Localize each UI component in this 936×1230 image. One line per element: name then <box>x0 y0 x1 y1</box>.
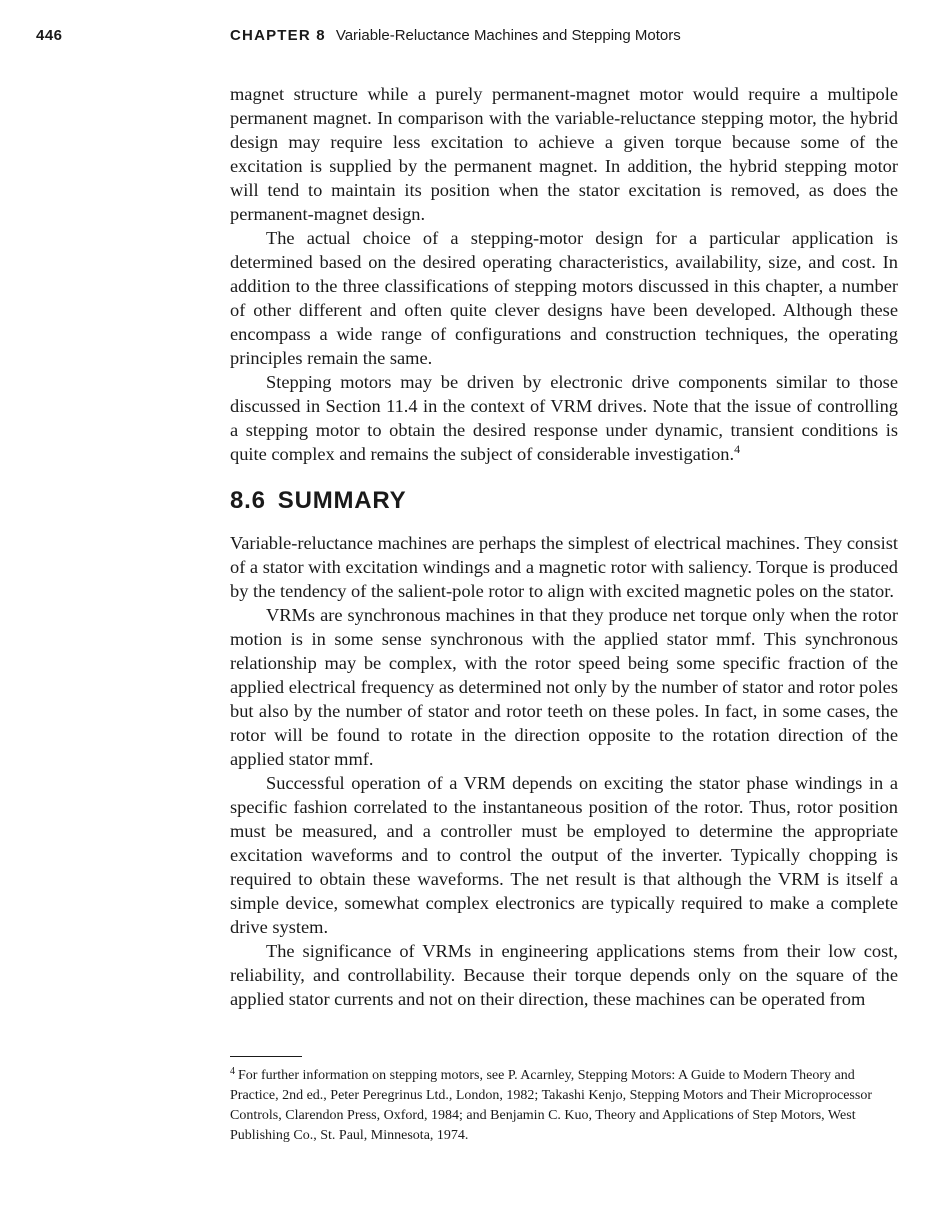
footnote <box>230 1066 898 1146</box>
paragraph: The significance of VRMs in engineering applications stems from their low cost, reliability, and controllability. Because their torque depends only on the square of the applied stator currents and not on their direction, these machines can be operated from <box>230 941 898 1009</box>
paragraph: Successful operation of a VRM depends on exciting the stator phase windings in a specific fashion correlated to the instantaneous position of the rotor. Thus, rotor position must be measured, and a controller must be employed to determine the appropriate excitation waveforms and to control the output of the inverter. Typically chopping is required to obtain these waveforms. The net result is that although the VRM is itself a simple device, somewhat complex electronics are typically required to make a complete drive system. <box>230 773 898 937</box>
paragraph <box>230 370 898 466</box>
body-text <box>230 82 898 1011</box>
footnote-divider <box>230 1056 302 1057</box>
paragraph: Variable-reluctance machines are perhaps the simplest of electrical machines. They consist of a stator with excitation windings and a magnetic rotor with saliency. Torque is produced by the tendency of the salient-pole rotor to align with excited magnetic poles on the stator. <box>230 533 898 601</box>
section-title: SUMMARY <box>277 487 407 514</box>
running-header <box>0 27 936 49</box>
footnote-marker: 4 <box>230 1066 235 1077</box>
chapter-title: Variable-Reluctance Machines and Stepping Motors <box>335 27 681 44</box>
chapter-label: CHAPTER 8 <box>230 27 326 44</box>
paragraph-text: Stepping motors may be driven by electronic drive components similar to those discussed in Section 11.4 in the context of VRM drives. Note that the issue of controlling a stepping motor to obtain the desired response under dynamic, transient conditions is quite complex and remains the subject of considerable investigation. <box>230 372 898 464</box>
section-heading <box>230 486 898 516</box>
paragraph: magnet structure while a purely permanent-magnet motor would require a multipole permanent magnet. In comparison with the variable-reluctance stepping motor, the hybrid design may require less excitation to achieve a given torque because some of the excitation is supplied by the permanent magnet. In addition, the hybrid stepping motor will tend to maintain its position when the stator excitation is removed, as does the permanent-magnet design. <box>230 84 898 224</box>
footnote-text: For further information on stepping motors, see P. Acarnley, Stepping Motors: A Guide to Modern Theory and Practice, 2nd ed., Peter Peregrinus Ltd., London, 1982; Takashi Kenjo, Stepping Motors and Their Microprocessor Controls, Clarendon Press, Oxford, 1984; and Benjamin C. Kuo, Theory and Applications of Step Motors, West Publishing Co., St. Paul, Minnesota, 1974. <box>230 1068 872 1143</box>
paragraph: The actual choice of a stepping-motor design for a particular application is determined based on the desired operating characteristics, availability, size, and cost. In addition to the three classifications of stepping motors discussed in this chapter, a number of other different and often quite clever designs have been developed. Although these encompass a wide range of configurations and construction techniques, the operating principles remain the same. <box>230 228 898 368</box>
page-number: 446 <box>36 27 63 44</box>
paragraph: VRMs are synchronous machines in that they produce net torque only when the rotor motion is in some sense synchronous with the applied stator mmf. This synchronous relationship may be complex, with the rotor speed being some specific fraction of the applied electrical frequency as determined not only by the number of stator and rotor poles but also by the number of stator and rotor teeth on these poles. In fact, in some cases, the rotor will be found to rotate in the direction opposite to the rotation direction of the applied stator mmf. <box>230 605 898 769</box>
section-number: 8.6 <box>230 487 266 514</box>
chapter-heading <box>230 27 681 44</box>
footnote-reference[interactable]: 4 <box>734 442 741 456</box>
